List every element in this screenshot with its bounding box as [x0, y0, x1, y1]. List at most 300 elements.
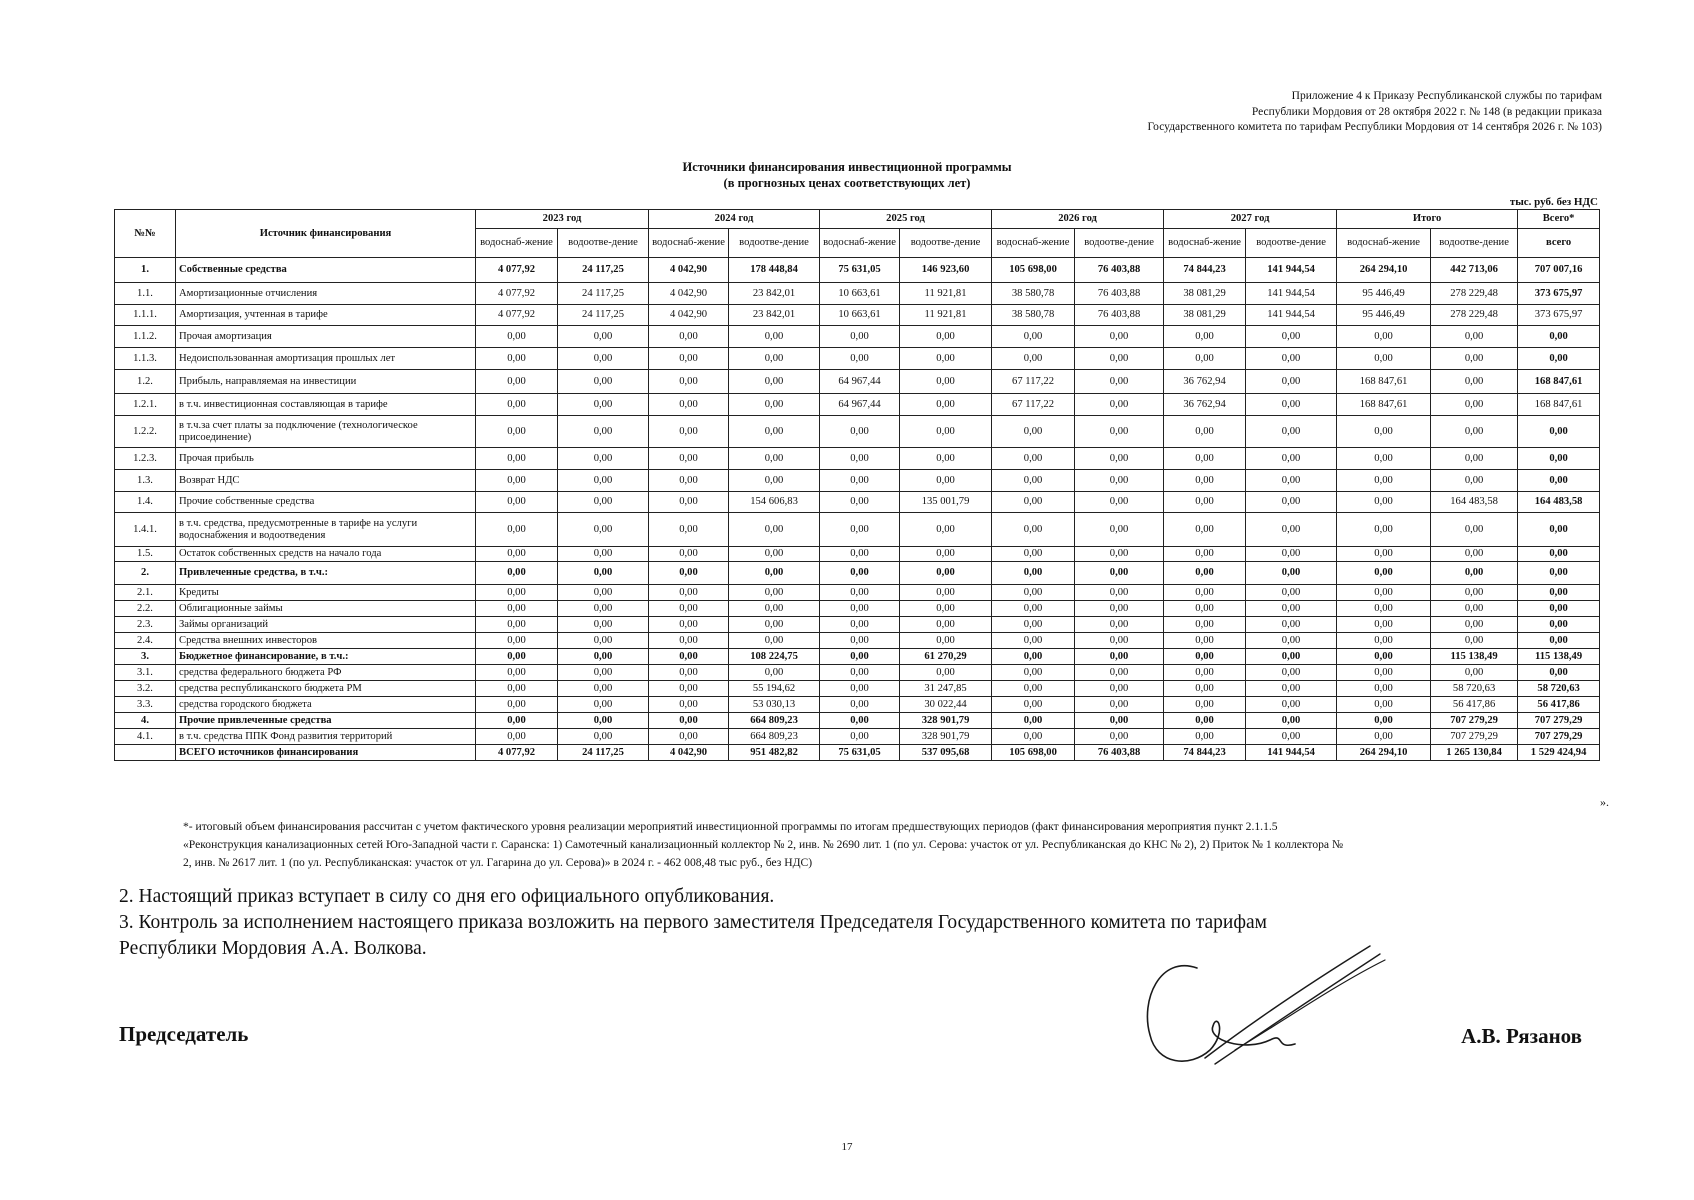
row-value: 105 698,00	[992, 258, 1075, 283]
row-value: 0,00	[1164, 633, 1246, 649]
footnote-line: *- итоговый объем финансирования рассчитан с учетом фактического уровня реализации мероприятий инвестиционной программы по итогам предшествующих периодов (факт финансирования мероприятия пункт 2.1.1.5	[183, 820, 1278, 833]
table-row	[115, 665, 1600, 681]
row-value: 0,00	[649, 649, 729, 665]
row-value: 0,00	[558, 681, 649, 697]
row-source-name: Остаток собственных средств на начало года	[176, 547, 476, 562]
row-number: 3.1.	[115, 665, 176, 681]
row-value: 0,00	[820, 448, 900, 470]
row-value: 0,00	[1075, 370, 1164, 394]
row-value: 0,00	[649, 585, 729, 601]
row-value: 0,00	[1431, 416, 1518, 448]
row-value: 0,00	[1075, 394, 1164, 416]
row-value: 0,00	[992, 617, 1075, 633]
row-value: 4 042,90	[649, 283, 729, 305]
row-value: 0,00	[1337, 348, 1431, 370]
row-value: 264 294,10	[1337, 258, 1431, 283]
table-row	[115, 729, 1600, 745]
row-grand-total: 707 007,16	[1518, 258, 1600, 283]
row-value: 278 229,48	[1431, 283, 1518, 305]
row-value: 0,00	[1431, 448, 1518, 470]
appendix-line: Приложение 4 к Приказу Республиканской службы по тарифам	[1291, 90, 1602, 102]
row-value: 0,00	[1075, 681, 1164, 697]
row-value: 0,00	[992, 681, 1075, 697]
row-grand-total: 0,00	[1518, 326, 1600, 348]
row-value: 0,00	[1075, 665, 1164, 681]
row-number: 1.2.	[115, 370, 176, 394]
row-value: 0,00	[729, 601, 820, 617]
row-value: 0,00	[729, 562, 820, 585]
row-value: 76 403,88	[1075, 258, 1164, 283]
row-number: 1.1.	[115, 283, 176, 305]
row-source-name: в т.ч.за счет платы за подключение (технологическое присоединение)	[176, 416, 476, 448]
handwritten-signature	[1135, 940, 1395, 1075]
table-row	[115, 492, 1600, 513]
row-value: 0,00	[1337, 633, 1431, 649]
row-value: 0,00	[1075, 416, 1164, 448]
row-value: 0,00	[476, 665, 558, 681]
row-value: 0,00	[1337, 601, 1431, 617]
signatory-name: А.В. Рязанов	[1461, 1024, 1582, 1048]
row-value: 95 446,49	[1337, 305, 1431, 326]
row-number: 1.1.3.	[115, 348, 176, 370]
subheader-water: водоснаб-жение	[649, 229, 729, 258]
row-grand-total: 0,00	[1518, 348, 1600, 370]
row-value: 168 847,61	[1337, 394, 1431, 416]
row-value: 0,00	[476, 585, 558, 601]
row-value: 0,00	[1246, 416, 1337, 448]
row-value: 0,00	[1431, 470, 1518, 492]
row-grand-total: 373 675,97	[1518, 283, 1600, 305]
row-value: 0,00	[1075, 448, 1164, 470]
row-value: 0,00	[1246, 617, 1337, 633]
row-value: 0,00	[649, 394, 729, 416]
year-header: 2027 год	[1164, 210, 1337, 229]
row-source-name: Займы организаций	[176, 617, 476, 633]
row-value: 67 117,22	[992, 370, 1075, 394]
row-value: 38 081,29	[1164, 305, 1246, 326]
title-line-1: Источники финансирования инвестиционной программы	[682, 160, 1012, 174]
year-header: 2024 год	[649, 210, 820, 229]
row-value: 0,00	[1431, 633, 1518, 649]
row-value: 0,00	[1164, 348, 1246, 370]
row-value: 0,00	[729, 326, 820, 348]
row-value: 4 042,90	[649, 305, 729, 326]
row-value: 0,00	[900, 470, 992, 492]
row-value: 0,00	[476, 601, 558, 617]
financing-table	[114, 209, 1600, 761]
row-value: 328 901,79	[900, 713, 992, 729]
row-source-name: Амортизация, учтенная в тарифе	[176, 305, 476, 326]
row-value: 36 762,94	[1164, 394, 1246, 416]
table-row	[115, 394, 1600, 416]
row-value: 0,00	[1431, 370, 1518, 394]
row-value: 0,00	[558, 448, 649, 470]
row-value: 4 042,90	[649, 258, 729, 283]
row-value: 0,00	[1337, 470, 1431, 492]
row-value: 24 117,25	[558, 258, 649, 283]
row-value: 0,00	[1337, 681, 1431, 697]
row-value: 0,00	[992, 547, 1075, 562]
row-number: 3.2.	[115, 681, 176, 697]
row-value: 0,00	[1246, 601, 1337, 617]
row-value: 0,00	[900, 633, 992, 649]
row-value: 0,00	[476, 416, 558, 448]
row-value: 67 117,22	[992, 394, 1075, 416]
table-row	[115, 470, 1600, 492]
row-value: 0,00	[1431, 513, 1518, 547]
row-value: 115 138,49	[1431, 649, 1518, 665]
row-value: 664 809,23	[729, 713, 820, 729]
row-value: 4 077,92	[476, 283, 558, 305]
row-value: 0,00	[1246, 562, 1337, 585]
table-row	[115, 370, 1600, 394]
footnote-line: 2, инв. № 2617 лит. 1 (по ул. Республиканская: участок от ул. Гагарина до ул. Серова)» в 2024 г. - 462 008,48 тыс руб., без НДС)	[183, 856, 813, 869]
row-value: 0,00	[1075, 470, 1164, 492]
row-value: 0,00	[558, 713, 649, 729]
table-row	[115, 448, 1600, 470]
row-value: 0,00	[476, 326, 558, 348]
row-value: 11 921,81	[900, 305, 992, 326]
row-grand-total: 0,00	[1518, 585, 1600, 601]
document-title	[0, 159, 1694, 191]
row-value: 0,00	[558, 585, 649, 601]
row-value: 0,00	[1164, 697, 1246, 713]
row-number: 2.4.	[115, 633, 176, 649]
row-number: 4.	[115, 713, 176, 729]
row-value: 0,00	[1246, 713, 1337, 729]
row-value: 0,00	[649, 470, 729, 492]
row-value: 11 921,81	[900, 283, 992, 305]
row-source-name: в т.ч. инвестиционная составляющая в тарифе	[176, 394, 476, 416]
row-value: 64 967,44	[820, 370, 900, 394]
row-value: 141 944,54	[1246, 258, 1337, 283]
units-label: тыс. руб. без НДС	[1509, 196, 1598, 208]
subheader-sewer: водоотве-дение	[1075, 229, 1164, 258]
row-value: 0,00	[820, 617, 900, 633]
row-value: 23 842,01	[729, 283, 820, 305]
row-value: 0,00	[992, 470, 1075, 492]
table-row	[115, 283, 1600, 305]
row-value: 0,00	[1164, 617, 1246, 633]
row-value: 0,00	[992, 713, 1075, 729]
row-value: 36 762,94	[1164, 370, 1246, 394]
row-value: 0,00	[820, 649, 900, 665]
row-source-name: Прочие привлеченные средства	[176, 713, 476, 729]
row-value: 0,00	[1164, 601, 1246, 617]
row-value: 0,00	[1075, 492, 1164, 513]
row-value: 0,00	[900, 326, 992, 348]
row-value: 0,00	[992, 326, 1075, 348]
row-source-name: ВСЕГО источников финансирования	[176, 745, 476, 761]
table-row	[115, 258, 1600, 283]
subheader-sewer: водоотве-дение	[729, 229, 820, 258]
row-value: 58 720,63	[1431, 681, 1518, 697]
row-value: 0,00	[649, 617, 729, 633]
row-value: 0,00	[1246, 681, 1337, 697]
row-grand-total: 0,00	[1518, 513, 1600, 547]
row-number: 1.2.2.	[115, 416, 176, 448]
row-value: 0,00	[558, 394, 649, 416]
row-value: 0,00	[476, 470, 558, 492]
row-value: 0,00	[1337, 713, 1431, 729]
row-value: 0,00	[729, 470, 820, 492]
row-value: 0,00	[1246, 729, 1337, 745]
row-value: 0,00	[1075, 585, 1164, 601]
row-value: 0,00	[649, 681, 729, 697]
row-value: 707 279,29	[1431, 713, 1518, 729]
row-source-name: средства федерального бюджета РФ	[176, 665, 476, 681]
row-value: 10 663,61	[820, 283, 900, 305]
col-source-header: Источник финансирования	[176, 210, 476, 258]
year-header: 2023 год	[476, 210, 649, 229]
row-value: 0,00	[649, 448, 729, 470]
title-line-2: (в прогнозных ценах соответствующих лет)	[723, 176, 971, 190]
row-value: 0,00	[820, 470, 900, 492]
row-value: 0,00	[1246, 470, 1337, 492]
row-value: 0,00	[820, 665, 900, 681]
row-value: 0,00	[1075, 729, 1164, 745]
row-source-name: Прочая прибыль	[176, 448, 476, 470]
row-value: 0,00	[1164, 729, 1246, 745]
row-value: 0,00	[1164, 492, 1246, 513]
table-row	[115, 697, 1600, 713]
row-value: 0,00	[992, 348, 1075, 370]
row-grand-total: 164 483,58	[1518, 492, 1600, 513]
row-grand-total: 0,00	[1518, 547, 1600, 562]
row-value: 0,00	[476, 562, 558, 585]
row-value: 4 077,92	[476, 258, 558, 283]
row-value: 0,00	[1337, 513, 1431, 547]
row-source-name: Прочие собственные средства	[176, 492, 476, 513]
row-source-name: Привлеченные средства, в т.ч.:	[176, 562, 476, 585]
row-value: 0,00	[1431, 617, 1518, 633]
row-value: 0,00	[1337, 416, 1431, 448]
table-row	[115, 562, 1600, 585]
row-value: 0,00	[1164, 665, 1246, 681]
row-value: 0,00	[1246, 665, 1337, 681]
row-value: 0,00	[900, 601, 992, 617]
row-value: 0,00	[558, 697, 649, 713]
row-number: 1.1.1.	[115, 305, 176, 326]
row-value: 0,00	[992, 697, 1075, 713]
row-value: 0,00	[900, 348, 992, 370]
table-row	[115, 681, 1600, 697]
row-number: 2.1.	[115, 585, 176, 601]
row-value: 0,00	[820, 729, 900, 745]
row-value: 0,00	[1164, 585, 1246, 601]
table-row	[115, 585, 1600, 601]
row-value: 0,00	[1075, 713, 1164, 729]
row-source-name: Облигационные займы	[176, 601, 476, 617]
row-value: 0,00	[992, 729, 1075, 745]
row-value: 0,00	[1075, 326, 1164, 348]
row-number: 4.1.	[115, 729, 176, 745]
row-grand-total: 0,00	[1518, 665, 1600, 681]
row-value: 178 448,84	[729, 258, 820, 283]
row-grand-total: 168 847,61	[1518, 394, 1600, 416]
row-number: 1.	[115, 258, 176, 283]
row-value: 0,00	[1164, 649, 1246, 665]
row-source-name: Амортизационные отчисления	[176, 283, 476, 305]
row-value: 31 247,85	[900, 681, 992, 697]
row-value: 0,00	[729, 513, 820, 547]
row-value: 4 077,92	[476, 745, 558, 761]
row-value: 24 117,25	[558, 305, 649, 326]
row-value: 0,00	[820, 633, 900, 649]
row-value: 0,00	[1075, 601, 1164, 617]
row-value: 0,00	[558, 601, 649, 617]
row-value: 53 030,13	[729, 697, 820, 713]
row-value: 0,00	[820, 513, 900, 547]
row-value: 76 403,88	[1075, 745, 1164, 761]
row-value: 664 809,23	[729, 729, 820, 745]
row-value: 0,00	[729, 585, 820, 601]
row-value: 74 844,23	[1164, 258, 1246, 283]
row-value: 0,00	[1246, 326, 1337, 348]
row-value: 0,00	[1075, 697, 1164, 713]
row-value: 0,00	[558, 326, 649, 348]
row-value: 23 842,01	[729, 305, 820, 326]
row-value: 38 081,29	[1164, 283, 1246, 305]
row-value: 0,00	[1075, 633, 1164, 649]
row-value: 0,00	[1075, 547, 1164, 562]
paragraph-3-line-2: Республики Мордовия А.А. Волкова.	[119, 938, 427, 959]
row-value: 0,00	[649, 601, 729, 617]
row-value: 141 944,54	[1246, 745, 1337, 761]
row-value: 0,00	[900, 665, 992, 681]
signatory-role: Председатель	[119, 1022, 249, 1046]
appendix-header	[882, 89, 1602, 136]
row-value: 0,00	[729, 394, 820, 416]
row-grand-total: 0,00	[1518, 470, 1600, 492]
row-value: 0,00	[900, 416, 992, 448]
row-value: 0,00	[1246, 448, 1337, 470]
row-value: 0,00	[649, 713, 729, 729]
row-number: 1.5.	[115, 547, 176, 562]
row-value: 0,00	[1246, 394, 1337, 416]
row-value: 0,00	[729, 633, 820, 649]
row-value: 0,00	[992, 562, 1075, 585]
row-value: 168 847,61	[1337, 370, 1431, 394]
row-value: 10 663,61	[820, 305, 900, 326]
row-number: 1.4.	[115, 492, 176, 513]
year-header: 2025 год	[820, 210, 992, 229]
row-source-name: Средства внешних инвесторов	[176, 633, 476, 649]
row-number: 3.	[115, 649, 176, 665]
row-number: 1.2.3.	[115, 448, 176, 470]
row-value: 0,00	[1246, 348, 1337, 370]
row-value: 30 022,44	[900, 697, 992, 713]
row-value: 0,00	[649, 513, 729, 547]
row-value: 154 606,83	[729, 492, 820, 513]
footnote	[183, 818, 1597, 872]
row-value: 264 294,10	[1337, 745, 1431, 761]
row-value: 0,00	[1246, 492, 1337, 513]
row-value: 0,00	[1431, 562, 1518, 585]
table-row	[115, 547, 1600, 562]
row-value: 164 483,58	[1431, 492, 1518, 513]
row-value: 0,00	[1337, 448, 1431, 470]
row-source-name: в т.ч. средства, предусмотренные в тарифе на услуги водоснабжения и водоотведения	[176, 513, 476, 547]
row-value: 0,00	[729, 416, 820, 448]
table-row	[115, 617, 1600, 633]
row-grand-total: 707 279,29	[1518, 729, 1600, 745]
row-value: 0,00	[900, 562, 992, 585]
row-value: 0,00	[1337, 617, 1431, 633]
row-value: 0,00	[1164, 470, 1246, 492]
row-value: 0,00	[820, 601, 900, 617]
row-value: 0,00	[820, 585, 900, 601]
row-value: 24 117,25	[558, 283, 649, 305]
row-value: 0,00	[558, 348, 649, 370]
row-value: 0,00	[476, 681, 558, 697]
row-grand-total: 1 529 424,94	[1518, 745, 1600, 761]
row-value: 0,00	[820, 681, 900, 697]
row-value: 0,00	[820, 326, 900, 348]
row-value: 141 944,54	[1246, 305, 1337, 326]
paragraph-2: 2. Настоящий приказ вступает в силу со дня его официального опубликования.	[119, 886, 775, 907]
row-value: 0,00	[558, 649, 649, 665]
row-source-name: средства республиканского бюджета РМ	[176, 681, 476, 697]
table-row	[115, 513, 1600, 547]
row-value: 0,00	[1075, 617, 1164, 633]
row-value: 0,00	[1246, 370, 1337, 394]
row-value: 0,00	[476, 697, 558, 713]
row-value: 0,00	[1337, 729, 1431, 745]
subheader-total: всего	[1518, 229, 1600, 258]
row-value: 0,00	[900, 448, 992, 470]
appendix-line: Государственного комитета по тарифам Республики Мордовия от 14 сентября 2026 г. № 103)	[1147, 121, 1602, 133]
row-value: 0,00	[1164, 547, 1246, 562]
row-value: 0,00	[1337, 326, 1431, 348]
row-value: 0,00	[729, 617, 820, 633]
row-value: 0,00	[1431, 547, 1518, 562]
row-value: 61 270,29	[900, 649, 992, 665]
row-value: 108 224,75	[729, 649, 820, 665]
row-source-name: Прочая амортизация	[176, 326, 476, 348]
row-source-name: Недоиспользованная амортизация прошлых лет	[176, 348, 476, 370]
row-value: 0,00	[476, 513, 558, 547]
row-value: 0,00	[649, 633, 729, 649]
row-value: 0,00	[992, 649, 1075, 665]
row-value: 707 279,29	[1431, 729, 1518, 745]
row-value: 0,00	[900, 585, 992, 601]
row-value: 0,00	[1337, 562, 1431, 585]
row-value: 0,00	[992, 513, 1075, 547]
row-value: 0,00	[1431, 601, 1518, 617]
row-grand-total: 0,00	[1518, 601, 1600, 617]
row-value: 0,00	[1246, 633, 1337, 649]
row-grand-total: 0,00	[1518, 416, 1600, 448]
row-value: 0,00	[1337, 649, 1431, 665]
row-value: 0,00	[1246, 547, 1337, 562]
row-value: 0,00	[992, 416, 1075, 448]
row-value: 0,00	[1337, 585, 1431, 601]
row-number: 1.1.2.	[115, 326, 176, 348]
row-value: 951 482,82	[729, 745, 820, 761]
subheader-water: водоснаб-жение	[1164, 229, 1246, 258]
table-row	[115, 348, 1600, 370]
row-value: 0,00	[558, 470, 649, 492]
row-value: 0,00	[1164, 326, 1246, 348]
row-value: 38 580,78	[992, 305, 1075, 326]
closing-quote: ».	[1600, 795, 1609, 809]
row-value: 0,00	[649, 370, 729, 394]
row-grand-total: 0,00	[1518, 633, 1600, 649]
row-value: 0,00	[729, 448, 820, 470]
row-value: 0,00	[649, 547, 729, 562]
row-value: 0,00	[1431, 665, 1518, 681]
